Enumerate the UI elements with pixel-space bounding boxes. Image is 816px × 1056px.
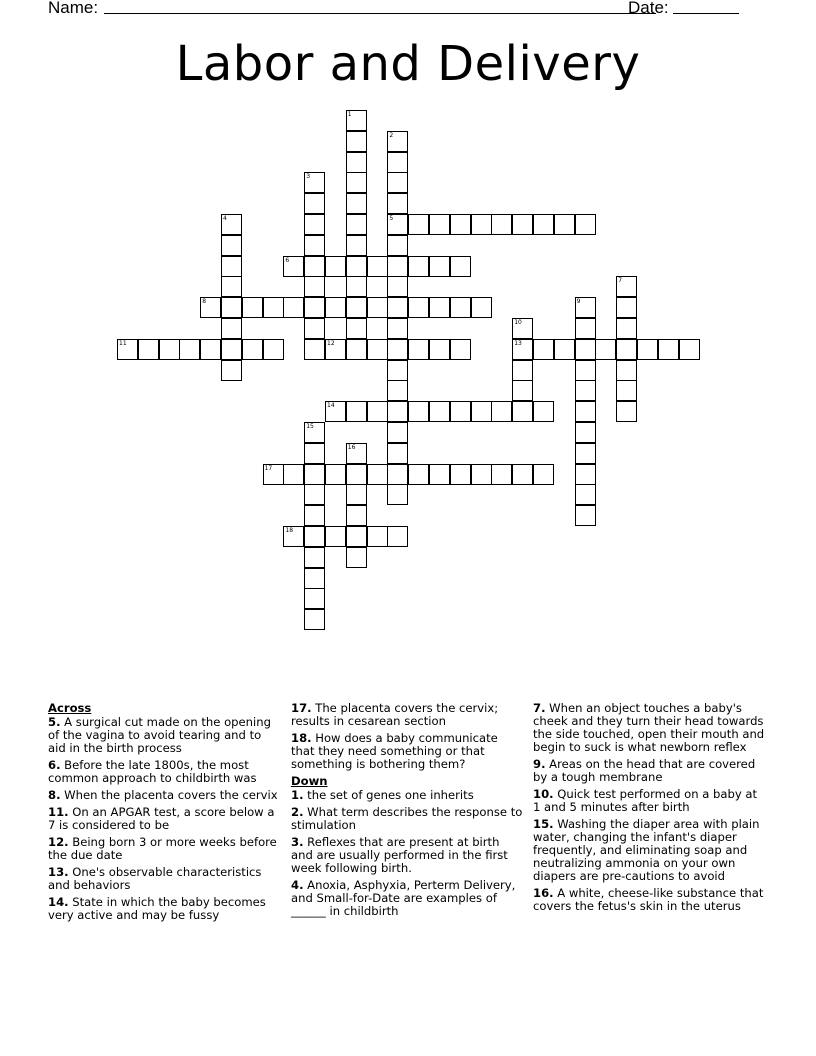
- grid-cell[interactable]: [533, 339, 554, 360]
- grid-cell[interactable]: [117, 339, 138, 360]
- clue-across-11: 11. On an APGAR test, a score below a 7 is considered to be: [48, 805, 275, 832]
- clues-column-3: [533, 702, 765, 917]
- grid-cell[interactable]: [491, 214, 512, 235]
- grid-cell[interactable]: [346, 464, 367, 485]
- clue-number: 3: [306, 173, 311, 181]
- grid-cell[interactable]: [304, 339, 325, 360]
- grid-cell[interactable]: [346, 276, 367, 297]
- grid-cell[interactable]: [575, 339, 596, 360]
- grid-cell[interactable]: [367, 401, 388, 422]
- grid-cell[interactable]: [387, 526, 408, 547]
- grid-cell[interactable]: [554, 339, 575, 360]
- grid-cell[interactable]: [471, 297, 492, 318]
- grid-cell[interactable]: [304, 276, 325, 297]
- grid-cell[interactable]: [387, 464, 408, 485]
- grid-cell[interactable]: [429, 256, 450, 277]
- grid-cell[interactable]: [471, 214, 492, 235]
- grid-cell[interactable]: [221, 256, 242, 277]
- grid-cell[interactable]: [304, 235, 325, 256]
- grid-cell[interactable]: [616, 380, 637, 401]
- grid-cell[interactable]: [304, 547, 325, 568]
- grid-cell[interactable]: [387, 235, 408, 256]
- grid-cell[interactable]: [263, 297, 284, 318]
- clue-number: 15: [306, 423, 314, 430]
- grid-cell[interactable]: [575, 380, 596, 401]
- clue-number: 14: [327, 402, 335, 410]
- grid-cell[interactable]: [346, 443, 367, 464]
- grid-cell[interactable]: [450, 339, 471, 360]
- grid-cell[interactable]: [512, 464, 533, 485]
- grid-cell[interactable]: [408, 339, 429, 360]
- grid-cell[interactable]: [325, 526, 346, 547]
- grid-cell[interactable]: [491, 401, 512, 422]
- grid-cell[interactable]: [304, 422, 325, 443]
- grid-cell[interactable]: [408, 256, 429, 277]
- clue-number: 6: [285, 256, 290, 264]
- grid-cell[interactable]: [387, 401, 408, 422]
- grid-cell[interactable]: [138, 339, 159, 360]
- grid-cell[interactable]: [512, 318, 533, 339]
- grid-cell[interactable]: [367, 526, 388, 547]
- grid-cell[interactable]: [575, 484, 596, 505]
- clue-number: 8: [202, 298, 207, 306]
- grid-cell[interactable]: [304, 172, 325, 193]
- grid-cell[interactable]: [575, 464, 596, 485]
- grid-cell[interactable]: [616, 339, 637, 360]
- grid-cell[interactable]: [575, 401, 596, 422]
- grid-cell[interactable]: [346, 214, 367, 235]
- grid-cell[interactable]: [304, 256, 325, 277]
- clue-across-12: 12. Being born 3 or more weeks before the due date: [48, 835, 277, 862]
- grid-cell[interactable]: [616, 401, 637, 422]
- grid-cell[interactable]: [616, 318, 637, 339]
- grid-cell[interactable]: [304, 297, 325, 318]
- grid-cell[interactable]: [325, 464, 346, 485]
- grid-cell[interactable]: [387, 360, 408, 381]
- grid-cell[interactable]: [346, 131, 367, 152]
- across-heading: Across: [48, 701, 92, 715]
- grid-cell[interactable]: [616, 297, 637, 318]
- clue-down-9: 9. Areas on the head that are covered by a tough membrane: [533, 757, 756, 784]
- grid-cell[interactable]: [346, 110, 367, 131]
- grid-cell[interactable]: [283, 256, 304, 277]
- grid-cell[interactable]: [387, 172, 408, 193]
- grid-cell[interactable]: [179, 339, 200, 360]
- grid-cell[interactable]: [471, 401, 492, 422]
- clue-down-1: 1. the set of genes one inherits: [291, 788, 474, 802]
- grid-cell[interactable]: [263, 464, 284, 485]
- clue-across-18: 18. How does a baby communicate that they need something or that something is bothering them?: [291, 731, 498, 771]
- clue-down-10: 10. Quick test performed on a baby at 1 and 5 minutes after birth: [533, 787, 758, 814]
- grid-cell[interactable]: [304, 193, 325, 214]
- grid-cell[interactable]: [200, 339, 221, 360]
- grid-cell[interactable]: [512, 214, 533, 235]
- grid-cell[interactable]: [346, 505, 367, 526]
- grid-cell[interactable]: [533, 214, 554, 235]
- grid-cell[interactable]: [429, 464, 450, 485]
- grid-cell[interactable]: [221, 276, 242, 297]
- grid-cell[interactable]: [387, 339, 408, 360]
- clues-column-2: [291, 702, 523, 922]
- grid-cell[interactable]: [242, 297, 263, 318]
- grid-cell[interactable]: [471, 464, 492, 485]
- grid-cell[interactable]: [221, 360, 242, 381]
- grid-cell[interactable]: [387, 193, 408, 214]
- grid-cell[interactable]: [346, 172, 367, 193]
- clue-number: 4: [223, 215, 227, 222]
- clue-down-15: 15. Washing the diaper area with plain water, changing the infant's diaper frequently, and eliminating soap and neutralizing ammonia on your own diapers are pre-cautions to avoid: [533, 817, 760, 883]
- grid-cell[interactable]: [512, 360, 533, 381]
- grid-cell[interactable]: [221, 339, 242, 360]
- clue-down-3: 3. Reflexes that are present at birth and are usually performed in the first week following birth.: [291, 835, 508, 875]
- grid-cell[interactable]: [283, 464, 304, 485]
- grid-cell[interactable]: [221, 318, 242, 339]
- grid-cell[interactable]: [346, 256, 367, 277]
- clue-number: 17: [264, 464, 273, 472]
- grid-cell[interactable]: [221, 235, 242, 256]
- clue-number: 18: [285, 527, 294, 534]
- grid-cell[interactable]: [450, 401, 471, 422]
- grid-cell[interactable]: [679, 339, 700, 360]
- grid-cell[interactable]: [325, 256, 346, 277]
- grid-cell[interactable]: [575, 505, 596, 526]
- grid-cell[interactable]: [429, 214, 450, 235]
- grid-cell[interactable]: [242, 339, 263, 360]
- grid-cell[interactable]: [491, 464, 512, 485]
- clue-number: 12: [327, 339, 335, 347]
- grid-cell[interactable]: [346, 318, 367, 339]
- grid-cell[interactable]: [429, 401, 450, 422]
- clues-column-1: [48, 702, 280, 926]
- grid-cell[interactable]: [325, 297, 346, 318]
- grid-cell[interactable]: [325, 401, 346, 422]
- grid-cell[interactable]: [346, 235, 367, 256]
- clue-across-8: 8. When the placenta covers the cervix: [48, 788, 278, 802]
- grid-cell[interactable]: [387, 422, 408, 443]
- grid-cell[interactable]: [595, 339, 616, 360]
- clue-number: 10: [514, 319, 522, 326]
- grid-cell[interactable]: [304, 443, 325, 464]
- grid-cell[interactable]: [450, 256, 471, 277]
- grid-cell[interactable]: [346, 152, 367, 173]
- grid-cell[interactable]: [304, 609, 325, 630]
- grid-cell[interactable]: [512, 339, 533, 360]
- grid-cell[interactable]: [658, 339, 679, 360]
- grid-cell[interactable]: [159, 339, 180, 360]
- grid-cell[interactable]: [263, 339, 284, 360]
- grid-cell[interactable]: [325, 339, 346, 360]
- grid-cell[interactable]: [387, 443, 408, 464]
- grid-cell[interactable]: [367, 297, 388, 318]
- grid-cell[interactable]: [304, 214, 325, 235]
- grid-cell[interactable]: [346, 297, 367, 318]
- grid-cell[interactable]: [346, 401, 367, 422]
- down-heading: Down: [291, 774, 328, 788]
- grid-cell[interactable]: [200, 297, 221, 318]
- name-label: Name:: [48, 0, 99, 17]
- clue-across-14: 14. State in which the baby becomes very active and may be fussy: [48, 895, 266, 922]
- clue-number: 13: [514, 339, 522, 347]
- clue-number: 16: [347, 443, 356, 451]
- clue-down-16: 16. A white, cheese-like substance that covers the fetus's skin in the uterus: [533, 886, 764, 913]
- grid-cell[interactable]: [387, 256, 408, 277]
- clue-number: 9: [576, 298, 581, 306]
- grid-cell[interactable]: [346, 547, 367, 568]
- grid-cell[interactable]: [346, 526, 367, 547]
- grid-cell[interactable]: [304, 484, 325, 505]
- grid-cell[interactable]: [450, 464, 471, 485]
- grid-cell[interactable]: [408, 464, 429, 485]
- clue-across-17: 17. The placenta covers the cervix; results in cesarean section: [291, 701, 499, 728]
- grid-cell[interactable]: [575, 360, 596, 381]
- grid-cell[interactable]: [429, 339, 450, 360]
- clue-down-2: 2. What term describes the response to stimulation: [291, 805, 523, 832]
- grid-cell[interactable]: [450, 297, 471, 318]
- clue-across-5: 5. A surgical cut made on the opening of the vagina to avoid tearing and to aid in the birth process: [48, 715, 271, 755]
- grid-cell[interactable]: [387, 318, 408, 339]
- grid-cell[interactable]: [637, 339, 658, 360]
- grid-cell[interactable]: [387, 131, 408, 152]
- grid-cell[interactable]: [304, 588, 325, 609]
- grid-cell[interactable]: [304, 318, 325, 339]
- grid-cell[interactable]: [304, 526, 325, 547]
- grid-cell[interactable]: [387, 276, 408, 297]
- grid-cell[interactable]: [575, 318, 596, 339]
- grid-cell[interactable]: [387, 484, 408, 505]
- grid-cell[interactable]: [346, 193, 367, 214]
- grid-cell[interactable]: [533, 401, 554, 422]
- clue-number: 1: [347, 111, 352, 118]
- grid-cell[interactable]: [387, 152, 408, 173]
- grid-cell[interactable]: [367, 464, 388, 485]
- grid-cell[interactable]: [450, 214, 471, 235]
- grid-cell[interactable]: [533, 464, 554, 485]
- grid-cell[interactable]: [367, 256, 388, 277]
- grid-cell[interactable]: [387, 297, 408, 318]
- grid-cell[interactable]: [367, 339, 388, 360]
- grid-cell[interactable]: [616, 276, 637, 297]
- clue-number: 5: [389, 215, 394, 222]
- grid-cell[interactable]: [512, 401, 533, 422]
- page-title: Labor and Delivery: [175, 36, 641, 92]
- grid-cell[interactable]: [346, 484, 367, 505]
- grid-cell[interactable]: [575, 297, 596, 318]
- grid-cell[interactable]: [554, 214, 575, 235]
- grid-cell[interactable]: [346, 339, 367, 360]
- clue-down-7: 7. When an object touches a baby's cheek and they turn their head towards the side touched, open their mouth and begin to suck is what newborn reflex: [533, 701, 765, 754]
- date-label: Date:: [628, 0, 669, 17]
- grid-cell[interactable]: [221, 214, 242, 235]
- grid-cell[interactable]: [408, 297, 429, 318]
- grid-cell[interactable]: [575, 422, 596, 443]
- grid-cell[interactable]: [387, 214, 408, 235]
- grid-cell[interactable]: [387, 380, 408, 401]
- clue-across-6: 6. Before the late 1800s, the most common approach to childbirth was: [48, 758, 257, 785]
- grid-cell[interactable]: [408, 401, 429, 422]
- grid-cell[interactable]: [283, 297, 304, 318]
- grid-cell[interactable]: [221, 297, 242, 318]
- grid-cell[interactable]: [408, 214, 429, 235]
- grid-cell[interactable]: [429, 297, 450, 318]
- grid-cell[interactable]: [304, 505, 325, 526]
- grid-cell[interactable]: [575, 214, 596, 235]
- grid-cell[interactable]: [304, 464, 325, 485]
- clue-number: 7: [618, 277, 623, 285]
- grid-cell[interactable]: [283, 526, 304, 547]
- clue-down-4: 4. Anoxia, Asphyxia, Perterm Delivery, and Small-for-Date are examples of ______ in childbirth: [291, 878, 516, 918]
- grid-cell[interactable]: [575, 443, 596, 464]
- clue-number: 2: [389, 131, 394, 139]
- clue-number: 11: [119, 339, 127, 347]
- grid-cell[interactable]: [512, 380, 533, 401]
- grid-cell[interactable]: [616, 360, 637, 381]
- grid-cell[interactable]: [304, 568, 325, 589]
- clue-across-13: 13. One's observable characteristics and behaviors: [48, 865, 262, 892]
